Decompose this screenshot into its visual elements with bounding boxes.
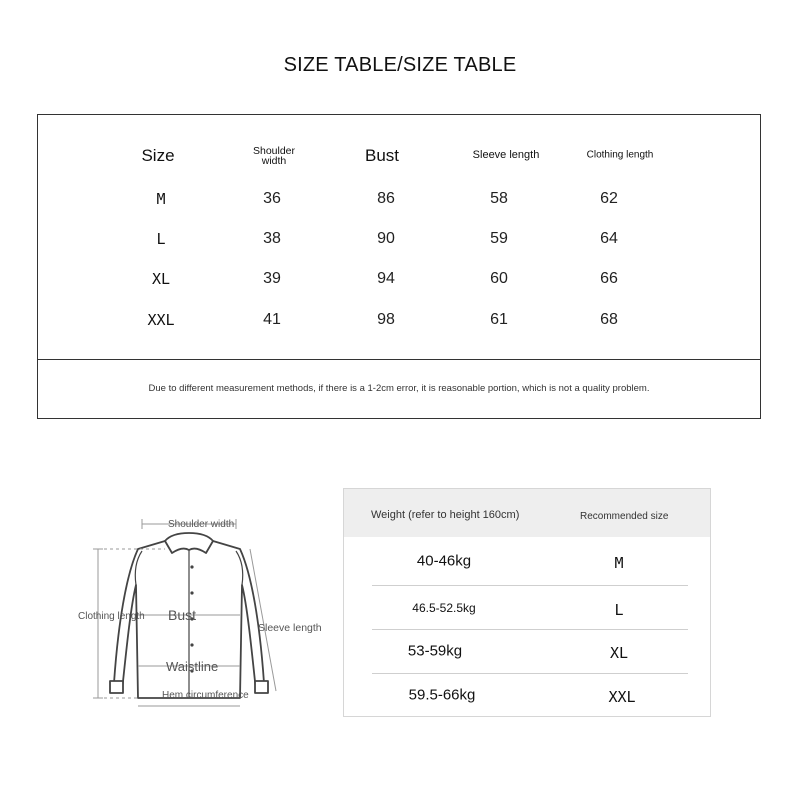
- row-clothing-value: 66: [600, 270, 618, 287]
- page-title: SIZE TABLE/SIZE TABLE: [283, 54, 517, 76]
- row-sleeve-value: 61: [490, 311, 508, 328]
- weight-size-table: [343, 488, 711, 717]
- header-recommended-size: Recommended size: [580, 511, 669, 522]
- header-shoulder-line2: width: [261, 155, 287, 167]
- row-bust-value: 98: [377, 311, 395, 328]
- row-size-label: L: [156, 230, 166, 248]
- row-sleeve-value: 58: [490, 190, 508, 207]
- row-bust-value: 90: [377, 230, 395, 247]
- size-table: [37, 114, 761, 419]
- row-clothing-value: 62: [600, 190, 618, 207]
- row-shoulder-value: 41: [263, 311, 281, 328]
- row-size-label: XL: [151, 270, 171, 288]
- header-shoulder-line1: Shoulder: [252, 145, 296, 157]
- label-clothing-length: Clothing length: [78, 611, 145, 622]
- row-clothing-value: 64: [600, 230, 618, 247]
- weight-range: 46.5-52.5kg: [412, 601, 476, 615]
- header-clothing-length: Clothing length: [586, 149, 654, 161]
- weight-range: 59.5-66kg: [408, 686, 476, 704]
- measurement-note: Due to different measurement methods, if there is a 1-2cm error, it is reasonable portion, which is not a quality problem.: [148, 383, 650, 394]
- row-shoulder-value: 39: [263, 270, 281, 287]
- weight-range: 53-59kg: [407, 642, 463, 660]
- row-size-label: XXL: [147, 311, 175, 329]
- row-size-label: M: [156, 190, 166, 208]
- label-bust: Bust: [168, 607, 197, 623]
- row-sleeve-value: 59: [490, 230, 508, 247]
- row-divider: [372, 629, 688, 630]
- label-sleeve-length: Sleeve length: [258, 622, 322, 634]
- row-sleeve-value: 60: [490, 270, 508, 287]
- recommended-size: L: [614, 601, 624, 619]
- header-size: Size: [141, 146, 175, 165]
- weight-range: 40-46kg: [416, 552, 472, 570]
- shirt-measurement-diagram: [70, 505, 340, 720]
- row-clothing-value: 68: [600, 311, 618, 328]
- row-divider: [372, 673, 688, 674]
- row-divider: [372, 585, 688, 586]
- recommended-size: M: [614, 554, 624, 572]
- label-hem-circumference: Hem circumference: [162, 690, 249, 701]
- row-shoulder-value: 38: [263, 230, 281, 247]
- table-divider: [38, 359, 760, 360]
- label-waistline: Waistline: [166, 659, 219, 674]
- row-bust-value: 94: [377, 270, 395, 287]
- header-weight: Weight (refer to height 160cm): [371, 509, 520, 521]
- label-shoulder-width: Shoulder width: [168, 519, 235, 530]
- recommended-size: XL: [609, 644, 629, 662]
- header-sleeve-length: Sleeve length: [472, 149, 540, 161]
- row-bust-value: 86: [377, 190, 395, 207]
- row-shoulder-value: 36: [263, 190, 281, 207]
- header-shoulder-width: [253, 146, 295, 166]
- header-bust: Bust: [364, 146, 400, 165]
- recommended-size: XXL: [608, 688, 636, 706]
